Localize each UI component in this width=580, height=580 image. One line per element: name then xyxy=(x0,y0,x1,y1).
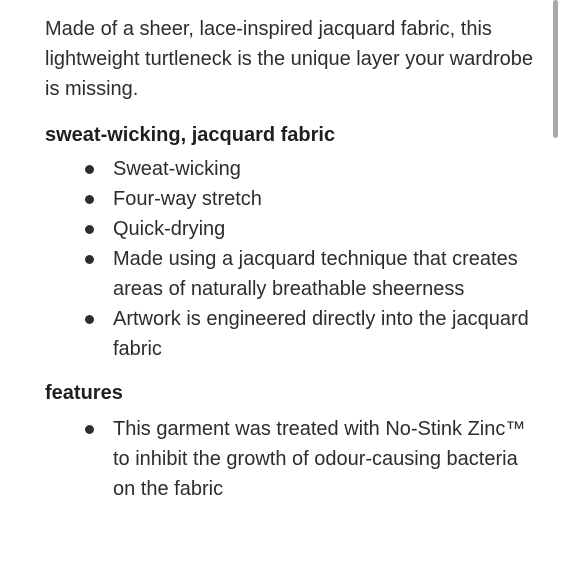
bullet-icon xyxy=(85,315,94,324)
list-item xyxy=(45,214,545,244)
list-item xyxy=(45,154,545,184)
list-item xyxy=(45,184,545,214)
bullet-icon xyxy=(85,195,94,204)
bullet-icon xyxy=(85,165,94,174)
list-item-text: Quick-drying xyxy=(113,218,226,240)
features-list xyxy=(45,414,545,504)
list-item xyxy=(45,304,545,364)
list-item-text: This garment was treated with No-Stink Zinc™ to inhibit the growth of odour-causing bacteria on the fabric xyxy=(113,418,526,500)
bullet-icon xyxy=(85,225,94,234)
fabric-feature-list xyxy=(45,154,545,364)
list-item xyxy=(45,414,545,504)
product-description-panel xyxy=(45,14,545,504)
list-item-text: Four-way stretch xyxy=(113,188,262,210)
list-item xyxy=(45,244,545,304)
bullet-icon xyxy=(85,425,94,434)
list-item-text: Sweat-wicking xyxy=(113,158,241,180)
list-item-text: Artwork is engineered directly into the jacquard fabric xyxy=(113,308,529,360)
list-item-text: Made using a jacquard technique that creates areas of naturally breathable sheerness xyxy=(113,248,518,300)
product-description-text: Made of a sheer, lace-inspired jacquard fabric, this lightweight turtleneck is the unique layer your wardrobe is missing. xyxy=(45,18,534,100)
section-heading-fabric: sweat-wicking, jacquard fabric xyxy=(45,124,336,146)
bullet-icon xyxy=(85,255,94,264)
section-heading-features: features xyxy=(45,382,123,404)
scrollbar-thumb[interactable] xyxy=(553,0,558,138)
